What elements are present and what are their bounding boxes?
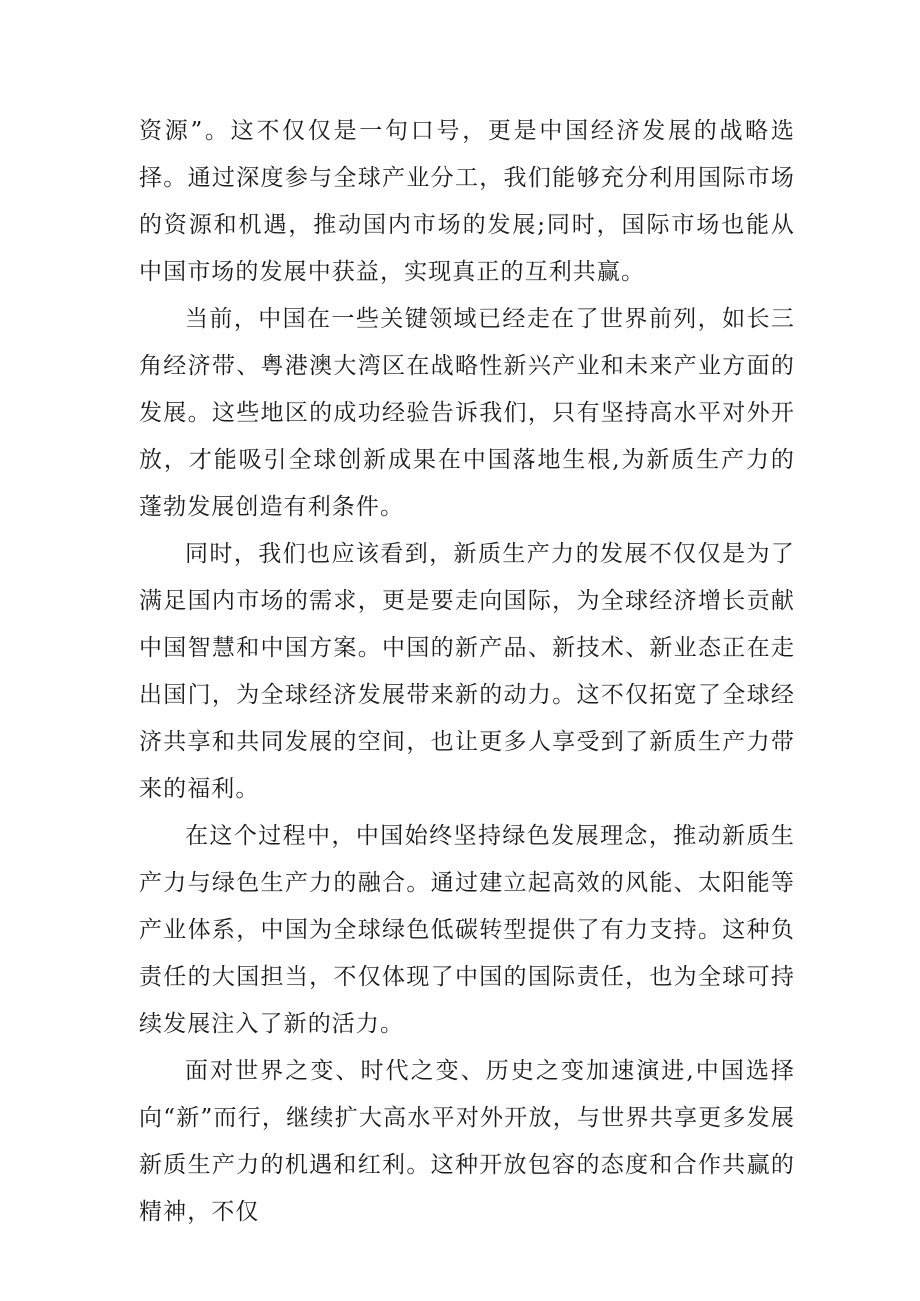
paragraph: 面对世界之变、时代之变、历史之变加速演进,中国选择向“新”而行，继续扩大高水平对外开放，与世界共享更多发展新质生产力的机遇和红利。这种开放包容的态度和合作共赢的精神，不仅 [139, 1058, 795, 1225]
paragraph: 当前，中国在一些关键领域已经走在了世界前列，如长三角经济带、粤港澳大湾区在战略性新兴产业和未来产业方面的发展。这些地区的成功经验告诉我们，只有坚持高水平对外开放，才能吸引全球创新成果在中国落地生根,为新质生产力的蓬勃发展创造有利条件。 [139, 306, 795, 520]
document-body [139, 108, 795, 1236]
paragraph-continued: 资源”。这不仅仅是一句口号，更是中国经济发展的战略选择。通过深度参与全球产业分工，我们能够充分利用国际市场的资源和机遇，推动国内市场的发展;同时，国际市场也能从中国市场的发展中获益，实现真正的互利共赢。 [139, 118, 795, 285]
paragraph: 在这个过程中，中国始终坚持绿色发展理念，推动新质生产力与绿色生产力的融合。通过建立起高效的风能、太阳能等产业体系，中国为全球绿色低碳转型提供了有力支持。这种负责任的大国担当，不仅体现了中国的国际责任，也为全球可持续发展注入了新的活力。 [139, 823, 795, 1037]
paragraph: 同时，我们也应该看到，新质生产力的发展不仅仅是为了满足国内市场的需求，更是要走向国际，为全球经济增长贡献中国智慧和中国方案。中国的新产品、新技术、新业态正在走出国门，为全球经济发展带来新的动力。这不仅拓宽了全球经济共享和共同发展的空间，也让更多人享受到了新质生产力带来的福利。 [139, 541, 795, 802]
